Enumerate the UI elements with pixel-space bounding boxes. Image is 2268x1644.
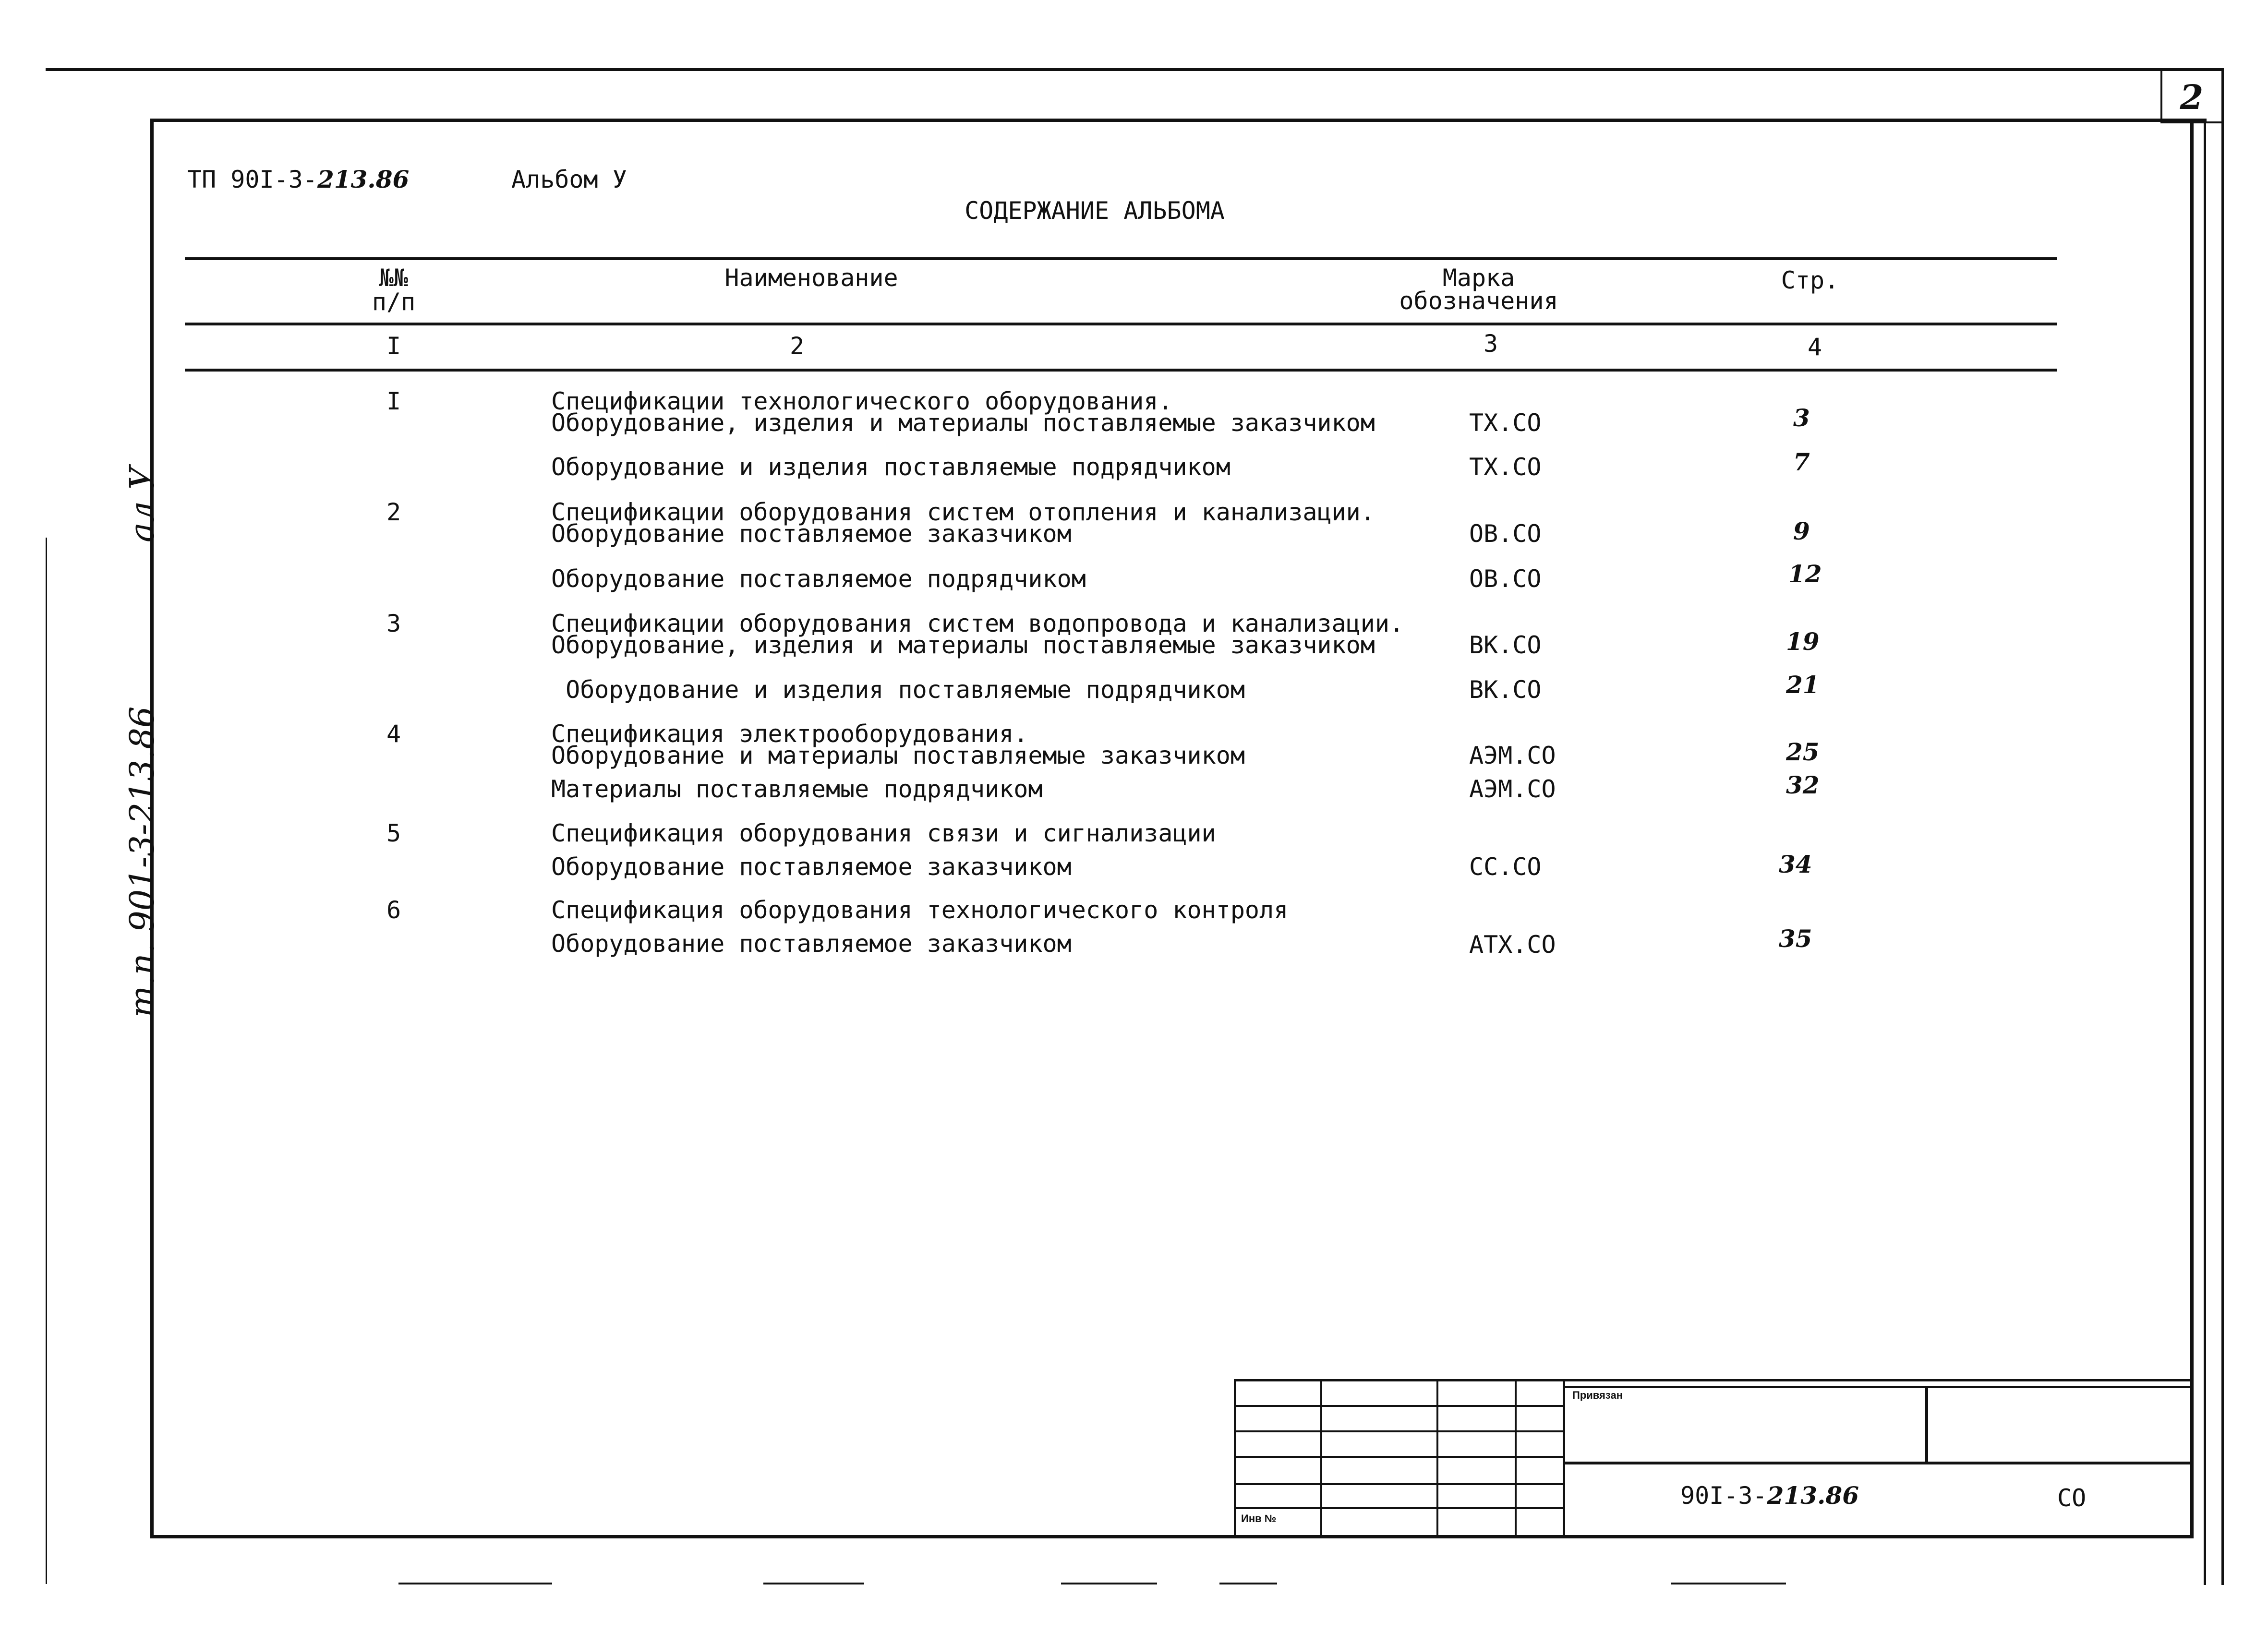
- stamp-row-5: [1234, 1507, 1565, 1509]
- frame-right-outer: [2204, 119, 2206, 1585]
- row-name-line1: Спецификация оборудования технологического контроля: [551, 896, 1289, 924]
- frame-top: [150, 119, 2207, 122]
- col-index-3: 3: [1483, 330, 1498, 358]
- stamp-code-handwritten: 213.86: [1767, 1481, 1859, 1510]
- row-name-line1: Спецификации оборудования систем водопровода и канализации.: [551, 610, 1404, 637]
- col-index-1: I: [386, 332, 401, 360]
- row-name-line2: Материалы поставляемые подрядчиком: [551, 775, 1043, 803]
- stamp-col-3: [1515, 1379, 1517, 1537]
- row-page: 21: [1786, 671, 1820, 699]
- table-rule-index: [185, 369, 2057, 372]
- row-number: 3: [386, 610, 401, 637]
- left-trim-line: [46, 538, 47, 1584]
- stamp-privyazan-label: Привязан: [1572, 1389, 1623, 1401]
- bottom-dash-4: [1219, 1583, 1277, 1584]
- bottom-dash-3: [1061, 1583, 1157, 1584]
- row-page: 19: [1786, 627, 1820, 656]
- bottom-dash-2: [763, 1583, 864, 1584]
- row-number: 4: [386, 720, 401, 748]
- frame-bottom: [150, 1535, 2194, 1538]
- frame-right: [2190, 119, 2194, 1538]
- row-number: 5: [386, 819, 401, 847]
- col-page-header: Стр.: [1781, 266, 1839, 294]
- row-number: 2: [386, 498, 401, 526]
- sheet-number-box-bottom: [2160, 121, 2223, 123]
- row-name-line2: Оборудование и материалы поставляемые заказчиком: [551, 742, 1245, 769]
- stamp-row-4: [1234, 1483, 1565, 1485]
- stamp-privyazan-divider: [1925, 1386, 1928, 1463]
- row-name-line2: Оборудование и изделия поставляемые подрядчиком: [551, 453, 1231, 481]
- top-trim-line: [46, 68, 2223, 71]
- bottom-dash-1: [398, 1583, 552, 1584]
- stamp-privyazan-top: [1564, 1386, 2192, 1388]
- col-mark-line2: обозначения: [1399, 287, 1558, 315]
- row-name-line2: Оборудование и изделия поставляемые подрядчиком: [551, 676, 1245, 704]
- stamp-col-4: [1563, 1379, 1565, 1537]
- col-num-line1: №№: [379, 264, 409, 292]
- row-name-line1: Спецификация электрооборудования.: [551, 720, 1028, 748]
- page-title: СОДЕРЖАНИЕ АЛЬБОМА: [965, 197, 1225, 225]
- row-mark: ОВ.СО: [1469, 520, 1542, 548]
- stamp-document-code: [1680, 1483, 1859, 1508]
- row-page: 35: [1779, 924, 1812, 953]
- row-page: 25: [1786, 738, 1820, 766]
- col-num-line2: п/п: [372, 288, 416, 316]
- stamp-row-1: [1234, 1405, 1565, 1407]
- document-code: [187, 167, 409, 192]
- row-mark: ВК.СО: [1469, 631, 1542, 659]
- row-name-line2: Оборудование поставляемое заказчиком: [551, 930, 1072, 958]
- margin-designation-note: т.п. 901-3-213.86: [122, 706, 162, 1018]
- row-page: 3: [1793, 404, 1810, 432]
- sheet-number-box-left: [2160, 71, 2162, 122]
- table-rule-top: [185, 257, 2057, 260]
- album-label: Альбом У: [511, 166, 627, 193]
- row-name-line2: Оборудование поставляемое заказчиком: [551, 520, 1072, 548]
- row-mark: АЭМ.СО: [1469, 775, 1556, 803]
- row-name-line2: Оборудование, изделия и материалы поставляемые заказчиком: [551, 409, 1375, 437]
- row-name-line1: Спецификация оборудования связи и сигнализации: [551, 819, 1216, 847]
- stamp-row-2: [1234, 1430, 1565, 1432]
- table-rule-header: [185, 323, 2057, 325]
- stamp-col-2: [1436, 1379, 1438, 1537]
- row-page: 7: [1793, 448, 1810, 476]
- stamp-top: [1234, 1379, 2192, 1381]
- row-page: 9: [1793, 517, 1810, 545]
- row-name-line2: Оборудование, изделия и материалы поставляемые заказчиком: [551, 631, 1375, 659]
- row-name-line1: Спецификации оборудования систем отопления и канализации.: [551, 498, 1375, 526]
- row-page: 34: [1779, 850, 1812, 878]
- row-mark: СС.СО: [1469, 853, 1542, 881]
- row-name-line1: Спецификации технологического оборудования.: [551, 387, 1173, 415]
- stamp-sheet-code: СО: [2057, 1484, 2087, 1512]
- row-mark: АТХ.СО: [1469, 931, 1556, 959]
- row-mark: АЭМ.СО: [1469, 742, 1556, 769]
- row-number: I: [386, 387, 401, 415]
- document-code-handwritten: 213.86: [317, 165, 410, 193]
- stamp-inv-label: Инв №: [1241, 1512, 1277, 1524]
- col-mark-line1: Марка: [1442, 264, 1515, 292]
- row-mark: ВК.СО: [1469, 676, 1542, 704]
- col-index-4: 4: [1807, 333, 1822, 361]
- col-index-2: 2: [789, 332, 805, 360]
- row-mark: ТХ.СО: [1469, 409, 1542, 437]
- row-number: 6: [386, 896, 401, 924]
- row-page: 12: [1788, 560, 1822, 588]
- bottom-dash-5: [1671, 1583, 1786, 1584]
- row-name-line2: Оборудование поставляемое подрядчиком: [551, 565, 1086, 593]
- sheet-number: 2: [2180, 77, 2204, 117]
- stamp-code-top: [1564, 1462, 2192, 1464]
- stamp-left: [1234, 1379, 1236, 1537]
- margin-album-note: ал У: [122, 466, 162, 542]
- stamp-col-1: [1320, 1379, 1322, 1537]
- row-name-line2: Оборудование поставляемое заказчиком: [551, 853, 1072, 881]
- stamp-code-prefix: 90I-3-: [1680, 1482, 1767, 1510]
- col-name-header: Наименование: [724, 264, 898, 292]
- stamp-row-3: [1234, 1456, 1565, 1458]
- document-code-prefix: ТП 90I-3-: [187, 166, 317, 193]
- row-mark: ТХ.СО: [1469, 453, 1542, 481]
- right-trim-line: [2221, 68, 2224, 1585]
- row-page: 32: [1786, 771, 1820, 799]
- row-mark: ОВ.СО: [1469, 565, 1542, 593]
